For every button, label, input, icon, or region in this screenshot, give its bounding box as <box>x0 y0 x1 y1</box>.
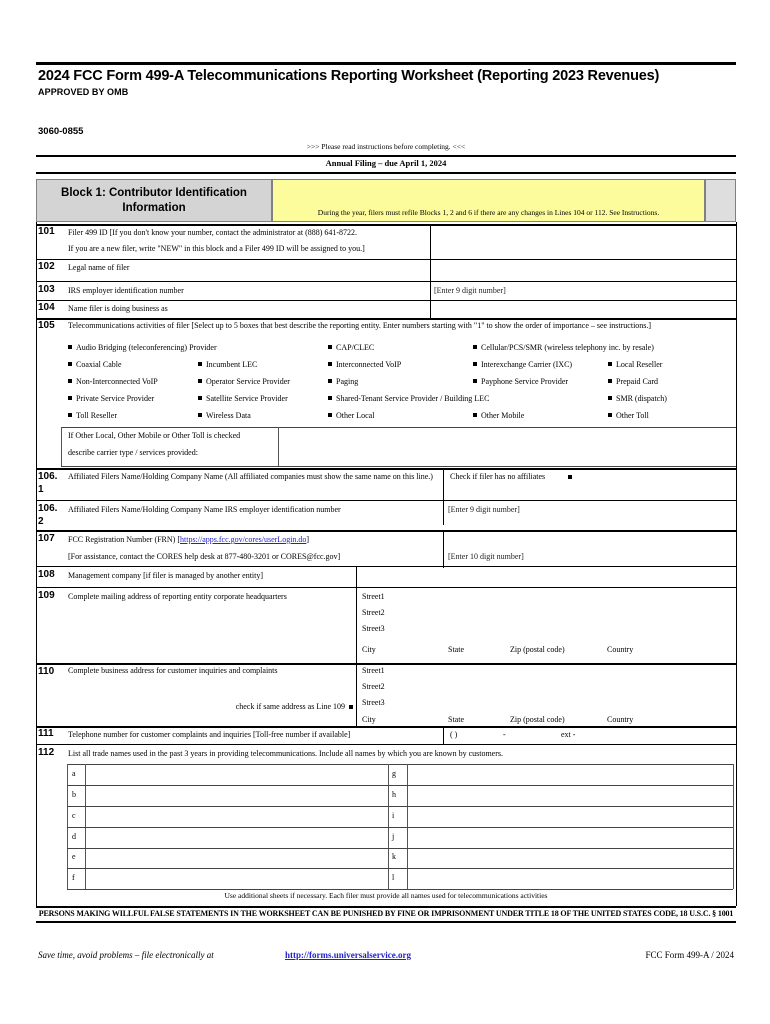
line-107-text-suffix: ] <box>306 535 310 544</box>
checkbox-toll-reseller[interactable] <box>68 411 117 420</box>
block-1-title: Block 1: Contributor Identification Information <box>36 179 272 222</box>
line-109-street3-label: Street3 <box>362 624 385 633</box>
checkbox-cap-clec[interactable] <box>328 343 374 352</box>
checkbox-box-icon <box>328 379 332 383</box>
checkbox-wireless-data[interactable] <box>198 411 251 420</box>
checkbox-label: SMR (dispatch) <box>616 394 667 403</box>
checkbox-label: Other Mobile <box>481 411 525 420</box>
checkbox-label: Interconnected VoIP <box>336 360 402 369</box>
checkbox-label: Other Toll <box>616 411 649 420</box>
line-107-text-2: [For assistance, contact the CORES help desk at 877-480-3201 or CORES@fcc.gov] <box>68 552 341 561</box>
row-108-top <box>36 566 736 567</box>
trade-label-h: h <box>392 790 396 799</box>
line-111-column-divider <box>443 726 444 744</box>
other-describe-note-1: If Other Local, Other Mobile or Other Toll is checked <box>68 431 241 440</box>
line-106-2-number-a: 106. <box>38 503 58 514</box>
line-106-1-number-a: 106. <box>38 471 58 482</box>
line-109-number: 109 <box>38 590 55 601</box>
trade-input-h[interactable] <box>409 787 732 805</box>
line-110-number: 110 <box>38 666 55 677</box>
trade-label-i: i <box>392 811 395 820</box>
header-rule-3 <box>36 172 736 174</box>
line-101-number: 101 <box>38 226 55 237</box>
checkbox-other-local[interactable] <box>328 411 374 420</box>
line-110-street3-label: Street3 <box>362 698 385 707</box>
trade-row-divider-1 <box>67 785 733 786</box>
checkbox-label: Interexchange Carrier (IXC) <box>481 360 573 369</box>
checkbox-box-icon <box>328 345 332 349</box>
read-instructions-note: >>> Please read instructions before completing. <<< <box>306 142 466 151</box>
line-106-2-text: Affiliated Filers Name/Holding Company Name IRS employer identification number <box>68 505 341 514</box>
line-102-input[interactable] <box>432 261 734 278</box>
table-left-border <box>36 222 37 906</box>
approved-by-omb-label: APPROVED BY OMB <box>38 87 129 97</box>
line-106-2-hint: [Enter 9 digit number] <box>448 505 520 514</box>
trade-input-d[interactable] <box>87 829 386 847</box>
checkbox-label: Coaxial Cable <box>76 360 122 369</box>
checkbox-audio-bridging[interactable] <box>68 343 217 352</box>
line-110-street1-label: Street1 <box>362 666 385 675</box>
checkbox-shared-tenant-service-provider[interactable] <box>328 394 489 403</box>
checkbox-prepaid-card[interactable] <box>608 377 658 386</box>
line-109-city-label: City <box>362 645 376 654</box>
line-105-number: 105 <box>38 320 55 331</box>
trade-input-i[interactable] <box>409 808 732 826</box>
checkbox-box-icon <box>68 345 72 349</box>
omb-control-number: 3060-0855 <box>38 126 84 137</box>
row-102-top <box>36 259 736 260</box>
checkbox-box-icon <box>608 379 612 383</box>
checkbox-coaxial-cable[interactable] <box>68 360 122 369</box>
trade-label-f: f <box>72 873 75 882</box>
checkbox-satellite-service-provider[interactable] <box>198 394 288 403</box>
line-109-country-label: Country <box>607 645 634 654</box>
line-109-street2-label: Street2 <box>362 608 385 617</box>
row-107-top <box>36 530 736 532</box>
trade-label-j: j <box>392 832 395 841</box>
checkbox-box-icon <box>608 362 612 366</box>
checkbox-label: Private Service Provider <box>76 394 155 403</box>
line-109-street1-input[interactable] <box>400 590 734 604</box>
checkbox-box-icon <box>473 379 477 383</box>
checkbox-box-icon <box>198 396 202 400</box>
checkbox-box-icon <box>473 345 477 349</box>
checkbox-label: Payphone Service Provider <box>481 377 569 386</box>
trade-label-a: a <box>72 769 76 778</box>
trade-input-e[interactable] <box>87 850 386 867</box>
page-title: 2024 FCC Form 499-A Telecommunications Reporting Worksheet (Reporting 2023 Revenues) <box>38 68 660 84</box>
trade-input-c[interactable] <box>87 808 386 826</box>
line-109-street1-label: Street1 <box>362 592 385 601</box>
line-102-text: Legal name of filer <box>68 263 130 272</box>
line-101-input[interactable] <box>432 226 734 256</box>
checkbox-label: Cellular/PCS/SMR (wireless telephony inc. by resale) <box>481 343 654 352</box>
trade-label-e: e <box>72 852 76 861</box>
top-rule <box>36 62 736 65</box>
checkbox-label: Audio Bridging (teleconferencing) Provider <box>76 343 217 352</box>
checkbox-interexchange-carrier[interactable] <box>473 360 572 369</box>
trade-input-l[interactable] <box>409 870 732 888</box>
line-101-104-column-divider <box>430 224 431 320</box>
block-1-band <box>36 179 736 222</box>
trade-table-bottom <box>67 889 733 890</box>
checkbox-payphone-service-provider[interactable] <box>473 377 568 386</box>
line-109-street3-input[interactable] <box>400 622 734 636</box>
trade-input-j[interactable] <box>409 829 732 847</box>
trade-label-c: c <box>72 811 76 820</box>
line-106-1-no-affiliates-label: Check if filer has no affiliates <box>450 472 546 481</box>
annual-filing-due-label: Annual Filing – due April 1, 2024 <box>325 158 447 168</box>
line-110-column-divider <box>356 663 357 726</box>
checkbox-box-icon <box>328 396 332 400</box>
line-108-input[interactable] <box>358 568 734 584</box>
line-106-1-text: Affiliated Filers Name/Holding Company Name (All affiliated companies must show the same name on this line.) <box>68 472 433 481</box>
checkbox-label: Prepaid Card <box>616 377 658 386</box>
table-right-border <box>736 222 737 906</box>
checkbox-label: Operator Service Provider <box>206 377 290 386</box>
block-1-grey-spacer <box>705 179 736 222</box>
other-describe-input[interactable] <box>280 429 734 464</box>
line-110-city-label: City <box>362 715 376 724</box>
trade-label-b: b <box>72 790 76 799</box>
checkbox-incumbent-lec[interactable] <box>198 360 257 369</box>
checkbox-box-icon <box>68 379 72 383</box>
trade-label-d: d <box>72 832 76 841</box>
line-107-column-divider <box>443 530 444 568</box>
checkbox-box-icon <box>328 413 332 417</box>
trade-row-divider-2 <box>67 806 733 807</box>
line-110-state-label: State <box>448 715 464 724</box>
footer-note: Save time, avoid problems – file electronically at <box>38 950 214 960</box>
universal-service-link[interactable]: http://forms.universalservice.org <box>285 950 411 960</box>
line-104-number: 104 <box>38 302 55 313</box>
line-110-same-address-label: check if same address as Line 109 <box>235 702 345 711</box>
checkbox-box-icon <box>198 413 202 417</box>
trade-table-right <box>733 764 734 889</box>
checkbox-smr-dispatch[interactable] <box>608 394 667 403</box>
line-109-text: Complete mailing address of reporting entity corporate headquarters <box>68 592 287 601</box>
checkbox-box-icon <box>608 396 612 400</box>
line-107-number: 107 <box>38 533 55 544</box>
line-109-state-label: State <box>448 645 464 654</box>
checkbox-cellular-pcs-smr[interactable] <box>473 343 654 352</box>
trade-row-divider-4 <box>67 848 733 849</box>
checkbox-box-icon <box>198 379 202 383</box>
checkbox-label: CAP/CLEC <box>336 343 375 352</box>
trade-label-g: g <box>392 769 396 778</box>
line-111-dash-separator: - <box>503 730 506 739</box>
checkbox-label: Non-Interconnected VoIP <box>76 377 158 386</box>
trade-input-g[interactable] <box>409 766 732 784</box>
line-108-text: Management company [if filer is managed by another entity] <box>68 571 264 580</box>
line-112-text: List all trade names used in the past 3 years in providing telecommunications. Include all names by which you are known by customers. <box>68 749 504 758</box>
checkbox-label: Shared-Tenant Service Provider / Building LEC <box>336 394 490 403</box>
line-109-column-divider <box>356 587 357 663</box>
line-104-text: Name filer is doing business as <box>68 304 168 313</box>
false-statements-warning: PERSONS MAKING WILLFUL FALSE STATEMENTS IN THE WORKSHEET CAN BE PUNISHED BY FINE OR IMPRISONMENT UNDER TITLE 18 OF THE UNITED STATES CODE, 18 U.S.C. § 1001 <box>38 909 734 918</box>
trade-table-top <box>67 764 733 765</box>
line-104-input[interactable] <box>432 302 734 318</box>
header-rule-2 <box>36 155 736 157</box>
footer-form-id: FCC Form 499-A / 2024 <box>645 950 734 960</box>
trade-label-l: l <box>392 873 395 882</box>
checkbox-operator-service-provider[interactable] <box>198 377 290 386</box>
line-109-street2-input[interactable] <box>400 606 734 620</box>
line-111-area-code-field[interactable]: ( ) <box>450 730 458 739</box>
line-110-country-label: Country <box>607 715 634 724</box>
checkbox-other-toll[interactable] <box>608 411 649 420</box>
checkbox-box-icon <box>68 396 72 400</box>
other-describe-top <box>61 427 736 428</box>
checkbox-label: Toll Reseller <box>76 411 117 420</box>
trade-row-divider-5 <box>67 868 733 869</box>
checkbox-local-reseller[interactable] <box>608 360 662 369</box>
row-106-1-top <box>36 468 736 470</box>
line-110-zip-label: Zip (postal code) <box>510 715 565 724</box>
row-111-top <box>36 726 736 728</box>
line-111-text: Telephone number for customer complaints and inquiries [Toll-free number if available] <box>68 730 351 739</box>
row-104-top <box>36 300 736 301</box>
checkbox-paging[interactable] <box>328 377 358 386</box>
line-111-extension-field[interactable]: ext - <box>561 730 576 739</box>
line-108-column-divider <box>356 566 357 587</box>
other-describe-divider <box>278 427 279 466</box>
line-112-number: 112 <box>38 747 55 758</box>
checkbox-other-mobile[interactable] <box>473 411 524 420</box>
trade-row-divider-3 <box>67 827 733 828</box>
checkbox-box-icon <box>328 362 332 366</box>
checkbox-private-service-provider[interactable] <box>68 394 154 403</box>
row-112-top <box>36 744 736 745</box>
checkbox-label: Other Local <box>336 411 375 420</box>
line-102-number: 102 <box>38 261 55 272</box>
line-110-street3-input[interactable] <box>400 696 734 710</box>
line-107-text-1 <box>68 535 448 546</box>
cores-login-link[interactable]: https://apps.fcc.gov/cores/userLogin.do <box>180 535 307 544</box>
line-110-street1-input[interactable] <box>400 664 734 678</box>
line-110-text: Complete business address for customer inquiries and complaints <box>68 666 278 675</box>
line-103-text: IRS employer identification number <box>68 286 184 295</box>
line-103-number: 103 <box>38 284 55 295</box>
checkbox-no-affiliates[interactable] <box>568 475 572 479</box>
line-112-footnote: Use additional sheets if necessary. Each filer must provide all names used for telecommunications activities <box>224 891 548 900</box>
checkbox-label: Local Reseller <box>616 360 663 369</box>
checkbox-box-icon <box>473 362 477 366</box>
row-105-top <box>36 318 736 320</box>
checkbox-label: Wireless Data <box>206 411 251 420</box>
checkbox-box-icon <box>198 362 202 366</box>
warning-top-rule <box>36 906 736 908</box>
checkbox-label: Incumbent LEC <box>206 360 258 369</box>
row-103-top <box>36 281 736 282</box>
line-110-street2-label: Street2 <box>362 682 385 691</box>
line-106-1-number-b: 1 <box>38 484 44 495</box>
line-111-number: 111 <box>38 728 54 739</box>
row-106-2-top <box>36 500 736 501</box>
checkbox-box-icon <box>473 413 477 417</box>
checkbox-box-icon <box>68 413 72 417</box>
trade-label-k: k <box>392 852 396 861</box>
other-describe-bottom <box>61 466 736 467</box>
line-105-text: Telecommunications activities of filer [Select up to 5 boxes that best describe the reporting entity. Enter numbers starting with "1" to show the order of importance – see instructions.] <box>68 321 652 330</box>
row-109-top <box>36 587 736 588</box>
line-109-zip-label: Zip (postal code) <box>510 645 565 654</box>
other-describe-note-2: describe carrier type / services provided: <box>68 448 198 457</box>
other-describe-left <box>61 427 62 466</box>
line-107-hint: [Enter 10 digit number] <box>448 552 524 561</box>
line-106-2-number-b: 2 <box>38 516 44 527</box>
line-103-hint: [Enter 9 digit number] <box>434 286 506 295</box>
checkbox-same-address-as-109[interactable] <box>349 705 353 709</box>
trade-input-k[interactable] <box>409 850 732 867</box>
checkbox-non-interconnected-voip[interactable] <box>68 377 158 386</box>
checkbox-interconnected-voip[interactable] <box>328 360 401 369</box>
line-110-street2-input[interactable] <box>400 680 734 694</box>
line-101-text-1: Filer 499 ID [If you don't know your number, contact the administrator at (888) 641-8722. <box>68 228 358 237</box>
checkbox-label: Paging <box>336 377 359 386</box>
checkbox-label: Satellite Service Provider <box>206 394 288 403</box>
line-101-text-2: If you are a new filer, write "NEW" in this block and a Filer 499 ID will be assigned to you.] <box>68 244 365 253</box>
checkbox-box-icon <box>608 413 612 417</box>
line-106-column-divider <box>443 468 444 525</box>
line-107-text-prefix: FCC Registration Number (FRN) [ <box>68 535 180 544</box>
checkbox-box-icon <box>68 362 72 366</box>
trade-input-b[interactable] <box>87 787 386 805</box>
line-108-number: 108 <box>38 569 55 580</box>
trade-input-f[interactable] <box>87 870 386 888</box>
warning-bottom-rule <box>36 921 736 923</box>
trade-input-a[interactable] <box>87 766 386 784</box>
block-1-refile-note: During the year, filers must refile Blocks 1, 2 and 6 if there are any changes in Lines 104 or 112. See Instructions. <box>272 179 705 222</box>
